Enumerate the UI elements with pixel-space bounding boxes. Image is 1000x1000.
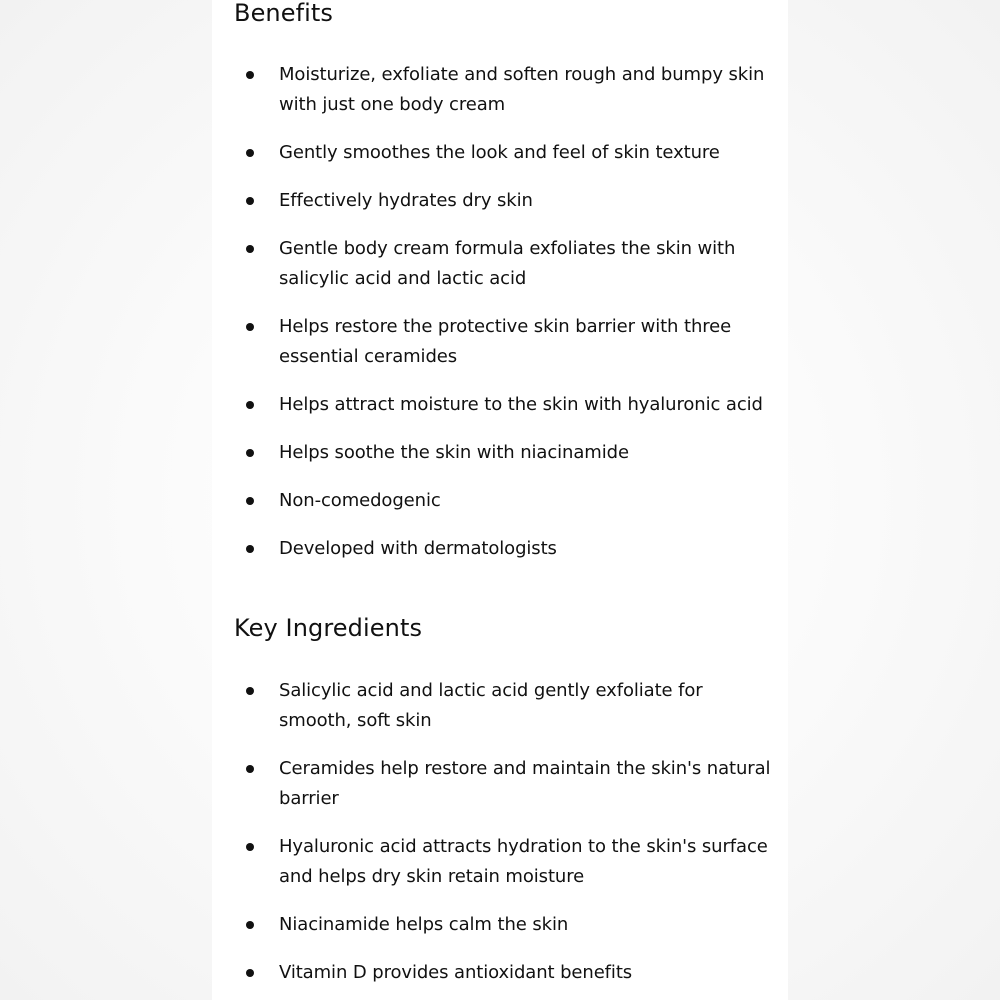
list-item [212, 958, 788, 988]
benefits-list [212, 60, 788, 582]
list-item-text: Ceramides help restore and maintain the skin's natural barrier [279, 758, 771, 809]
list-item [212, 754, 788, 814]
bullet-dot-icon [246, 71, 254, 79]
bullet-dot-icon [246, 921, 254, 929]
list-item-text: Salicylic acid and lactic acid gently exfoliate for smooth, soft skin [279, 680, 703, 731]
list-item [212, 390, 788, 420]
bullet-dot-icon [246, 687, 254, 695]
bullet-dot-icon [246, 149, 254, 157]
key-ingredients-list [212, 676, 788, 1000]
list-item [212, 138, 788, 168]
key-ingredients-heading: Key Ingredients [234, 614, 423, 642]
list-item-text: Helps attract moisture to the skin with hyaluronic acid [279, 394, 763, 415]
product-info-panel [212, 0, 788, 1000]
bullet-dot-icon [246, 545, 254, 553]
list-item-text: Vitamin D provides antioxidant benefits [279, 962, 633, 983]
list-item-text: Gentle body cream formula exfoliates the skin with salicylic acid and lactic acid [279, 238, 736, 289]
list-item-text: Non-comedogenic [279, 490, 441, 511]
bullet-dot-icon [246, 765, 254, 773]
list-item [212, 910, 788, 940]
list-item [212, 438, 788, 468]
list-item-text: Developed with dermatologists [279, 538, 557, 559]
list-item [212, 534, 788, 564]
list-item-text: Effectively hydrates dry skin [279, 190, 533, 211]
list-item-text: Helps soothe the skin with niacinamide [279, 442, 629, 463]
list-item [212, 676, 788, 736]
bullet-dot-icon [246, 969, 254, 977]
bullet-dot-icon [246, 449, 254, 457]
list-item-text: Gently smoothes the look and feel of skin texture [279, 142, 720, 163]
list-item [212, 312, 788, 372]
list-item [212, 486, 788, 516]
list-item-text: Niacinamide helps calm the skin [279, 914, 569, 935]
bullet-dot-icon [246, 497, 254, 505]
benefits-heading: Benefits [234, 0, 334, 27]
bullet-dot-icon [246, 323, 254, 331]
list-item-text: Moisturize, exfoliate and soften rough and bumpy skin with just one body cream [279, 64, 765, 115]
bullet-dot-icon [246, 843, 254, 851]
list-item [212, 234, 788, 294]
list-item [212, 186, 788, 216]
bullet-dot-icon [246, 401, 254, 409]
list-item-text: Hyaluronic acid attracts hydration to the skin's surface and helps dry skin retain moisture [279, 836, 768, 887]
list-item [212, 60, 788, 120]
bullet-dot-icon [246, 197, 254, 205]
list-item [212, 832, 788, 892]
list-item-text: Helps restore the protective skin barrier with three essential ceramides [279, 316, 732, 367]
bullet-dot-icon [246, 245, 254, 253]
